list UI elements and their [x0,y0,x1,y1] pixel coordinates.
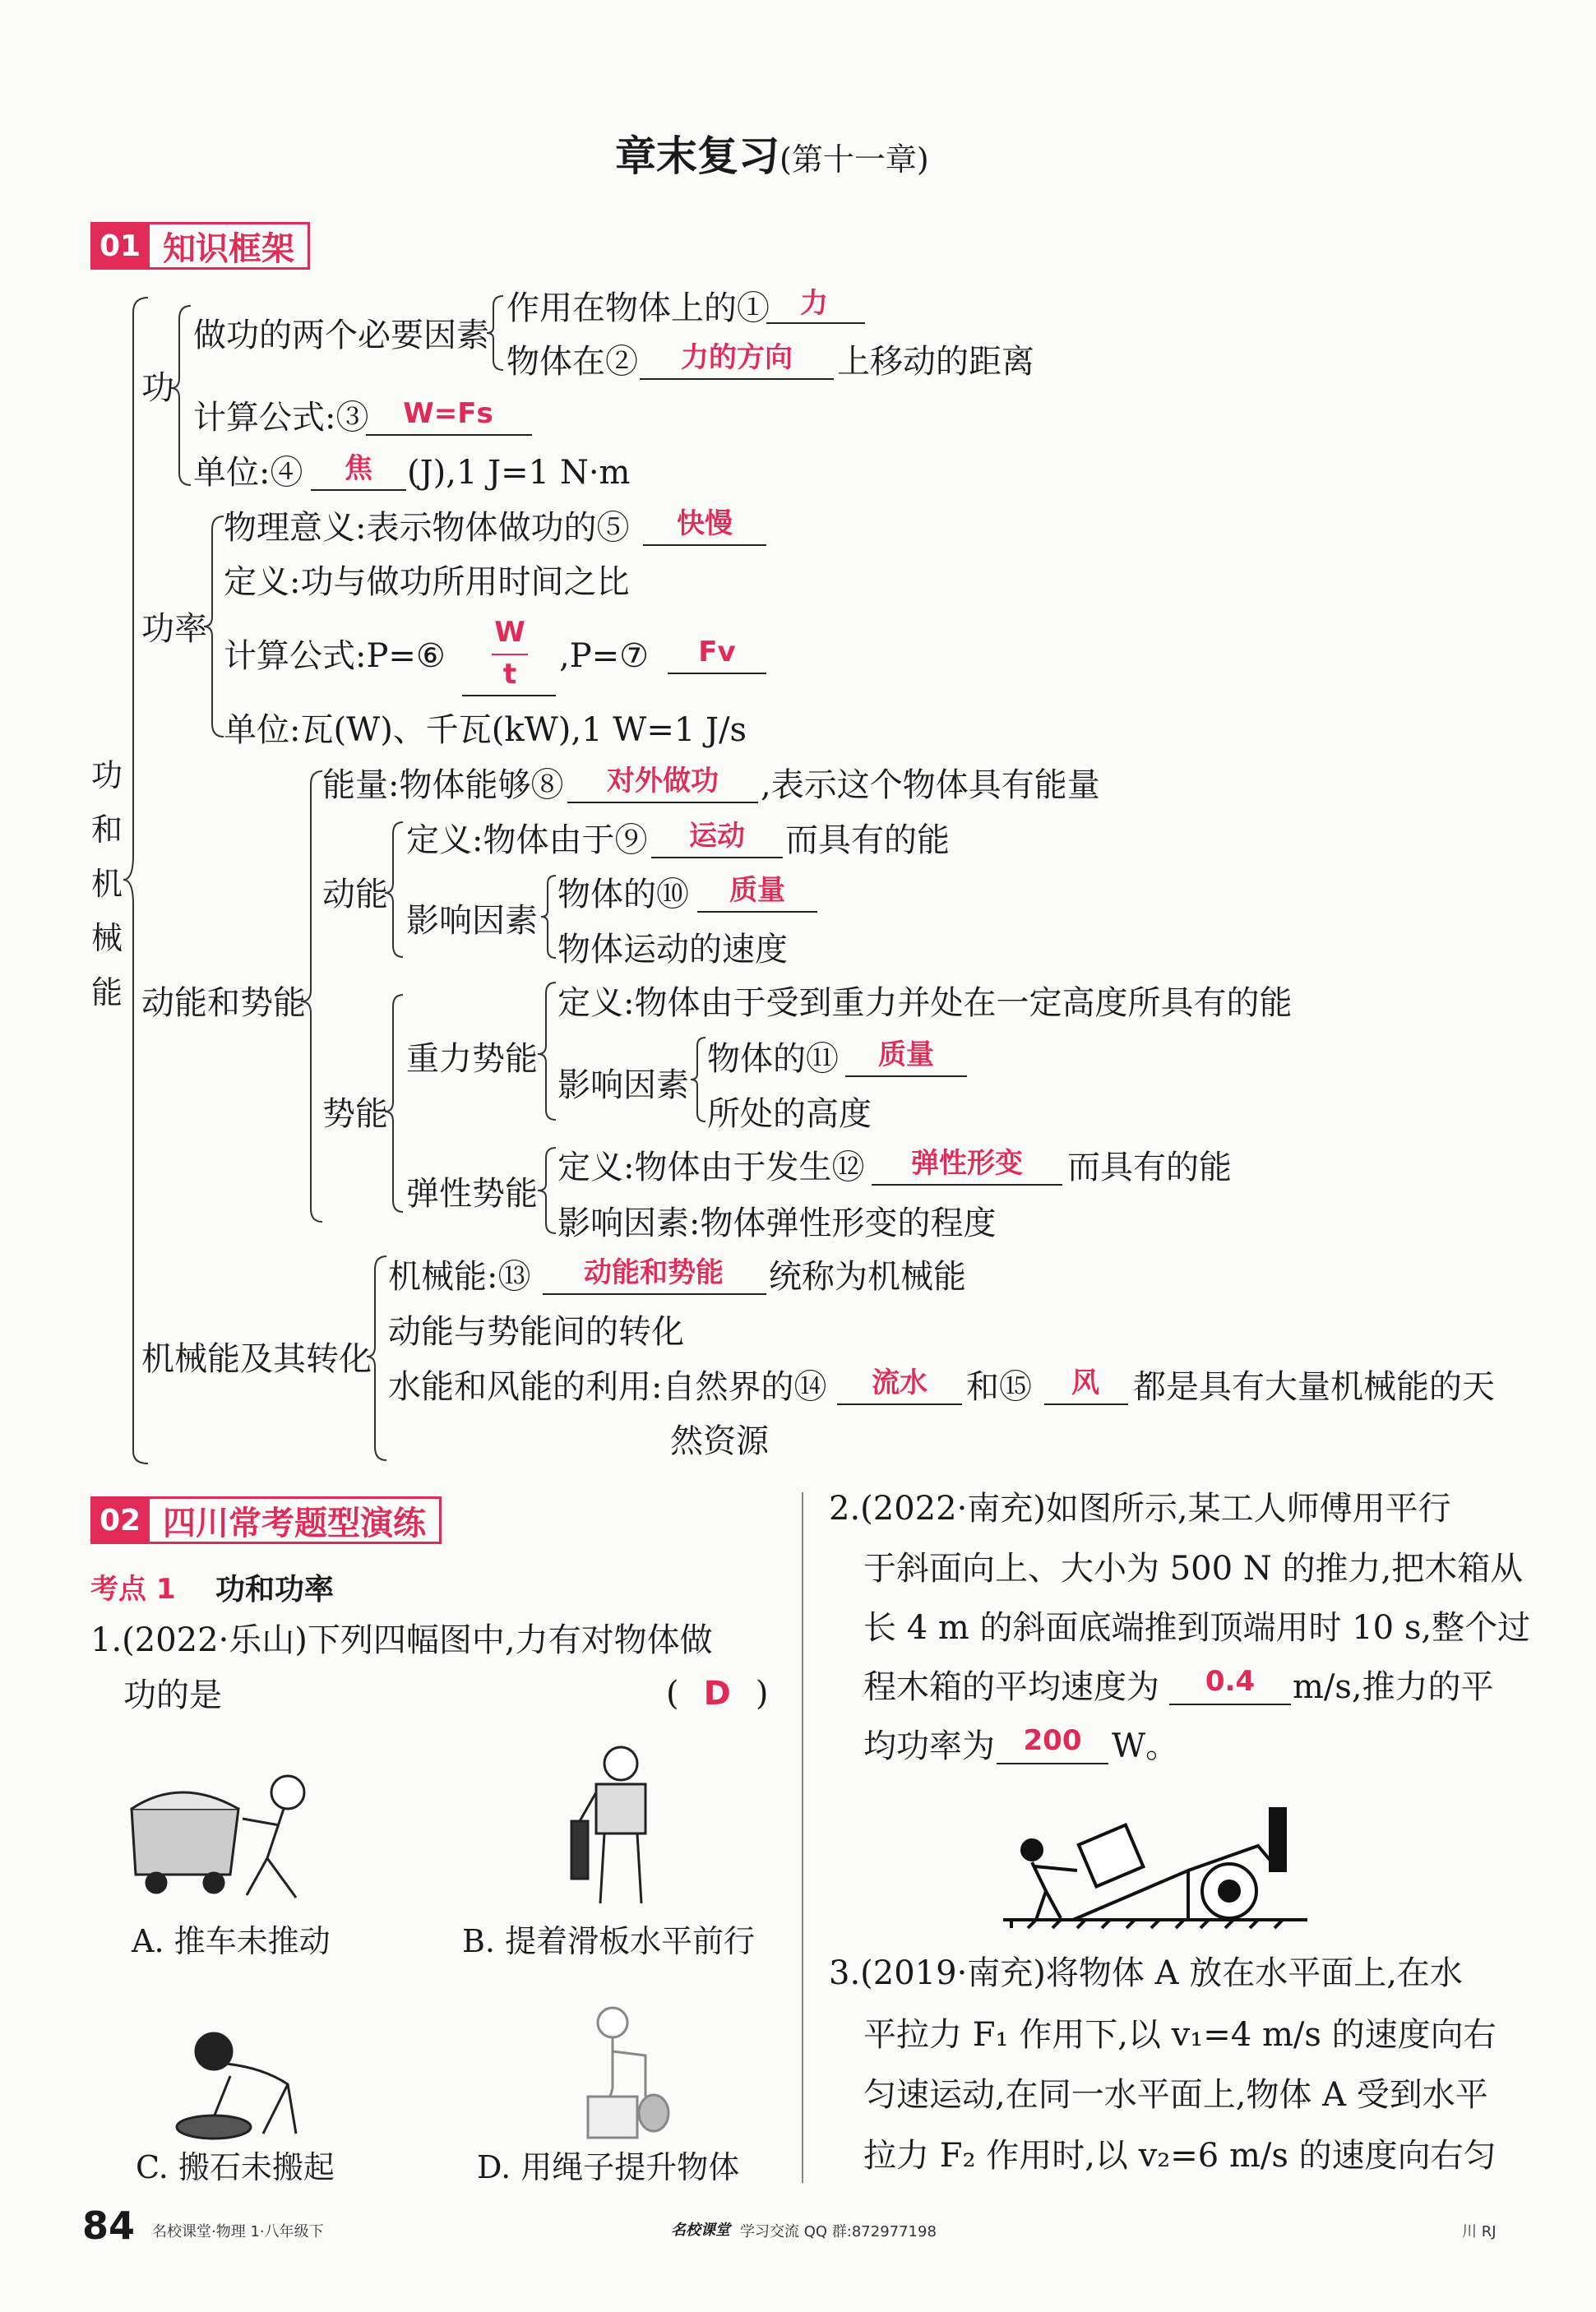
section-practice-header [90,1496,442,1544]
work-label: 功 [141,369,174,407]
mech-item-3-continued: 然资源 [670,1422,769,1460]
work-factor-1: 作用在物体上的① [507,289,770,327]
answer-3: W=Fs [403,397,493,430]
blank-13 [543,1293,766,1295]
work-formula-prefix: 计算公式:③ [193,399,369,437]
power-formula-prefix: 计算公式:P=⑥ [224,637,446,675]
q1-line-1: 1.(2022·乐山)下列四幅图中,力有对物体做 [90,1621,713,1659]
root-char: 和 [90,812,123,848]
root-label [90,748,123,1020]
answer-14: 流水 [872,1366,928,1399]
power-unit: 单位:瓦(W)、千瓦(kW),1 W=1 J/s [224,711,747,749]
blank-2 [640,378,834,380]
blank-6 [462,695,556,696]
elastic-definition-prefix: 定义:物体由于发生⑫ [557,1149,865,1186]
power-formula-mid: ,P=⑦ [559,637,650,675]
energy-definition-suffix: ,表示这个物体具有能量 [761,766,1100,804]
blank-3 [366,434,532,436]
section-number: 02 [90,1496,150,1544]
gravity-label: 重力势能 [406,1040,538,1078]
energy-label: 动能和势能 [141,984,306,1022]
q2-line-1: 2.(2022·南充)如图所示,某工人师傅用平行 [829,1490,1451,1528]
q2-blank-speed [1169,1704,1291,1705]
blank-12 [872,1184,1062,1186]
blank-9 [651,857,783,858]
mech-item-2: 动能与势能间的转化 [388,1313,684,1351]
kinetic-factor-2: 物体运动的速度 [557,931,788,969]
section-title: 知识框架 [150,222,310,270]
work-factors-label: 做功的两个必要因素 [193,317,489,354]
answer-6-fraction-bar [492,654,528,655]
page-title: 章末复习(第十一章) [615,132,929,180]
root-char: 械 [90,920,123,956]
kaodian-title: 功和功率 [215,1573,335,1607]
footer-book: 名校课堂·物理 1·八年级下 [152,2223,324,2240]
column-divider [802,1492,803,2183]
root-char: 功 [90,757,123,793]
blank-4 [311,489,406,491]
q3-line-3: 匀速运动,在同一水平面上,物体 A 受到水平 [863,2076,1488,2114]
blank-15 [1044,1403,1128,1405]
option-c-caption: C. 搬石未搬起 [136,2149,335,2185]
gravity-factor-2: 所处的高度 [707,1095,872,1133]
q3-line-2: 平拉力 F₁ 作用下,以 v₁=4 m/s 的速度向右 [863,2016,1497,2054]
answer-8: 对外做功 [607,765,719,798]
answer-6-denominator: t [502,658,517,691]
blank-14 [837,1403,962,1405]
page-subtitle: (第十一章) [779,141,929,178]
kinetic-factors-label: 影响因素 [406,902,538,940]
q2-blank-power [997,1763,1108,1764]
gravity-definition: 定义:物体由于受到重力并处在一定高度所具有的能 [557,984,1293,1022]
blank-7 [668,673,766,674]
figure-a-push-cart [123,1759,337,1907]
figure-q2-incline-push [995,1788,1316,1932]
q3-line-1: 3.(2019·南充)将物体 A 放在水平面上,在水 [829,1954,1463,1992]
answer-11: 质量 [878,1038,934,1071]
footer-center: 学习交流 QQ 群:872977198 [740,2223,937,2240]
answer-13: 动能和势能 [584,1256,724,1289]
answer-12: 弹性形变 [911,1147,1023,1180]
figure-b-carry-skateboard [559,1739,682,1916]
answer-2: 力的方向 [681,341,793,374]
kinetic-factor-1-prefix: 物体的⑩ [557,876,689,913]
power-label: 功率 [141,610,207,648]
q2-answer-speed: 0.4 [1205,1665,1256,1698]
work-unit-prefix: 单位:④ [193,454,303,492]
answer-1: 力 [800,287,828,320]
q2-line-2: 于斜面向上、大小为 500 N 的推力,把木箱从 [863,1550,1524,1588]
q2-line-5-suffix: W。 [1112,1727,1179,1765]
gravity-factors-label: 影响因素 [557,1066,689,1104]
figure-d-lift-with-rope [567,1998,691,2142]
root-char: 能 [90,974,123,1010]
elastic-label: 弹性势能 [406,1175,538,1213]
q2-answer-power: 200 [1023,1724,1082,1757]
footer-brand: 名校课堂 [671,2222,730,2239]
mech-item-1-prefix: 机械能:⑬ [388,1258,531,1296]
blank-11 [845,1075,967,1077]
kaodian-tag: 考点 1 [90,1573,176,1606]
power-meaning-prefix: 物理意义:表示物体做功的⑤ [224,509,630,547]
answer-9: 运动 [689,820,745,853]
work-unit-suffix: (J),1 J=1 N·m [407,454,631,492]
mech-label: 机械能及其转化 [141,1340,372,1378]
kinetic-definition-suffix: 而具有的能 [785,821,950,859]
q1-answer: D [703,1675,731,1713]
q1-line-2: 功的是 [123,1676,222,1714]
answer-5: 快慢 [677,507,733,540]
page-number: 84 [82,2203,136,2248]
work-factor-2-suffix: 上移动的距离 [837,343,1034,381]
q3-line-4: 拉力 F₂ 作用时,以 v₂=6 m/s 的速度向右匀 [863,2137,1497,2175]
blank-1 [766,322,865,324]
answer-15: 风 [1071,1366,1099,1399]
q2-line-4-suffix: m/s,推力的平 [1293,1668,1494,1706]
option-d-caption: D. 用绳子提升物体 [477,2149,740,2185]
blank-8 [567,802,758,803]
answer-6-numerator: W [494,616,525,649]
elastic-factors: 影响因素:物体弹性形变的程度 [557,1205,997,1242]
blank-10 [697,911,817,913]
kinetic-label: 动能 [322,876,388,913]
blank-5 [643,544,766,546]
figure-c-lift-stone [164,2018,321,2142]
potential-label: 势能 [322,1095,388,1133]
work-factor-2-prefix: 物体在② [507,343,638,381]
section-number: 01 [90,222,150,270]
option-b-caption: B. 提着滑板水平前行 [462,1923,756,1959]
energy-definition-prefix: 能量:物体能够⑧ [322,766,564,804]
section-title: 四川常考题型演练 [150,1496,442,1544]
kinetic-definition-prefix: 定义:物体由于⑨ [406,821,648,859]
q1-answer-paren: ( D ) [666,1675,769,1713]
mech-item-1-suffix: 统称为机械能 [769,1258,966,1296]
answer-10: 质量 [729,874,785,907]
mech-item-3-suffix: 都是具有大量机械能的天 [1133,1368,1495,1406]
option-a-caption: A. 推车未推动 [132,1923,331,1959]
q2-line-4-prefix: 程木箱的平均速度为 [863,1668,1159,1706]
mech-item-3-mid: 和⑮ [966,1368,1032,1406]
power-definition: 定义:功与做功所用时间之比 [224,563,630,601]
footer-right: 川 RJ [1462,2223,1497,2240]
root-char: 机 [90,866,123,902]
mech-item-3-prefix: 水能和风能的利用:自然界的⑭ [388,1368,827,1406]
answer-4: 焦 [345,452,372,485]
answer-7: Fv [698,636,736,668]
q2-line-3: 长 4 m 的斜面底端推到顶端用时 10 s,整个过 [863,1609,1531,1647]
elastic-definition-suffix: 而具有的能 [1067,1149,1232,1186]
q2-line-5-prefix: 均功率为 [863,1727,995,1765]
gravity-factor-1-prefix: 物体的⑪ [707,1040,839,1078]
